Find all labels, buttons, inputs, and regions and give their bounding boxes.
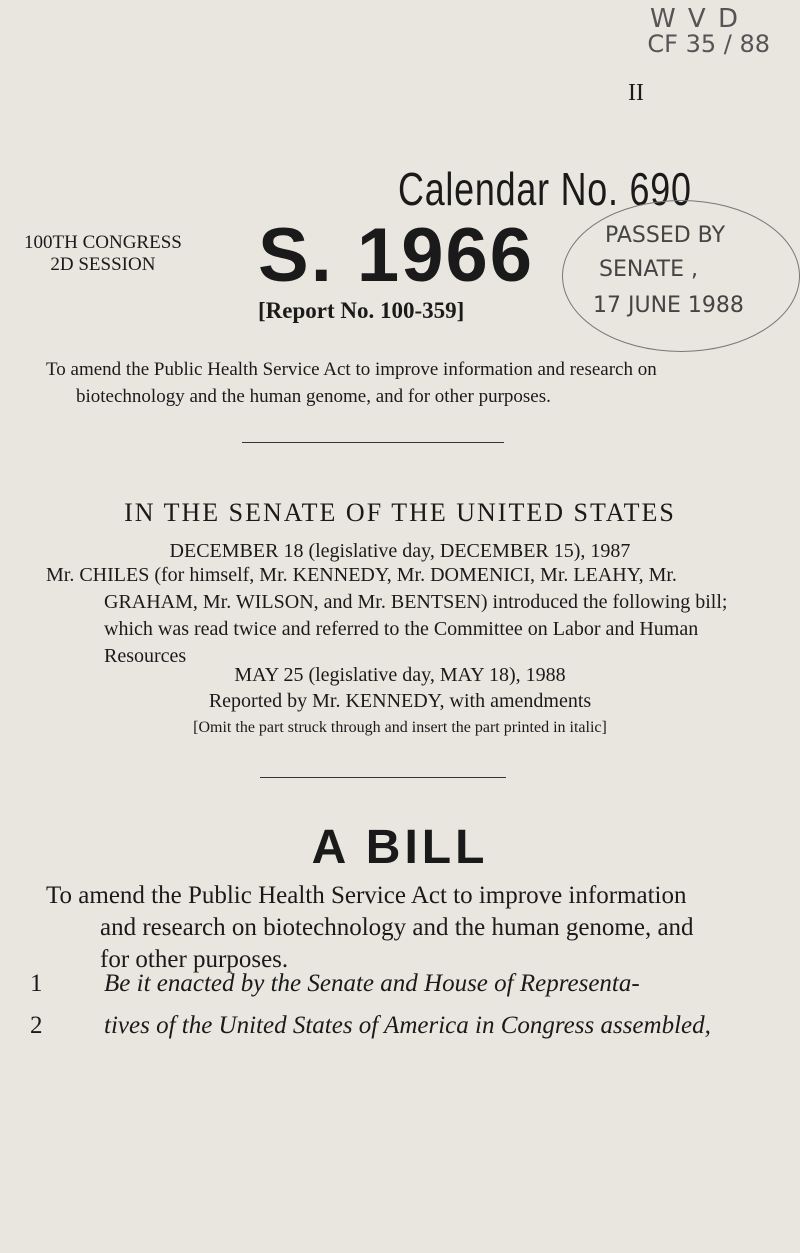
- handwritten-reference: CF 35 / 88: [647, 30, 770, 58]
- stamp-line: 17 JUNE 1988: [593, 293, 744, 318]
- bill-purpose: [46, 880, 756, 976]
- roman-numeral: II: [628, 80, 644, 106]
- passed-stamp: [562, 200, 800, 352]
- calendar-number: Calendar No. 690: [398, 163, 692, 215]
- line-number: 2: [30, 1012, 43, 1039]
- line-number: 1: [30, 970, 43, 997]
- numbered-line: [30, 968, 790, 1000]
- congress-label: 100TH CONGRESS: [24, 232, 182, 253]
- bill-heading: A BILL: [311, 821, 489, 874]
- session-label: 2D SESSION: [50, 254, 156, 275]
- purpose-line: and research on biotechnology and the human genome, and: [100, 914, 694, 941]
- divider: [260, 777, 506, 778]
- introduction-text: Mr. CHILES (for himself, Mr. KENNEDY, Mr. DOMENICI, Mr. LEAHY, Mr. GRAHAM, Mr. WILSON, and Mr. BENTSEN) introduced the following bill; which was read twice and referred to the Committee on Labor and Human Resources: [46, 564, 728, 667]
- reported-by: Reported by Mr. KENNEDY, with amendments: [208, 690, 592, 712]
- bill-title-text: To amend the Public Health Service Act to improve information and research on biotechnology and the human genome, and for other purposes.: [46, 359, 657, 407]
- handwritten-note: W V D: [649, 4, 740, 34]
- numbered-line: [30, 1010, 790, 1042]
- line-text: Be it enacted by the Senate and House of Representa-: [104, 970, 640, 997]
- line-text: tives of the United States of America in Congress assembled,: [104, 1012, 711, 1039]
- divider: [242, 442, 504, 443]
- bill-title: [46, 356, 756, 410]
- bill-number: S. 1966: [258, 213, 534, 298]
- amendment-note: [Omit the part struck through and insert the part printed in italic]: [193, 719, 607, 736]
- congress-session: [24, 232, 182, 276]
- purpose-line: To amend the Public Health Service Act to improve information: [46, 882, 687, 909]
- reported-date: MAY 25 (legislative day, MAY 18), 1988: [234, 664, 566, 686]
- senate-header: IN THE SENATE OF THE UNITED STATES: [124, 498, 676, 527]
- report-number: [Report No. 100-359]: [258, 298, 465, 323]
- purpose-line: for other purposes.: [100, 946, 289, 973]
- introduction-paragraph: [46, 562, 756, 670]
- stamp-line: PASSED BY: [605, 223, 726, 248]
- introduction-date: DECEMBER 18 (legislative day, DECEMBER 15), 1987: [169, 540, 631, 562]
- stamp-line: SENATE ,: [599, 257, 698, 282]
